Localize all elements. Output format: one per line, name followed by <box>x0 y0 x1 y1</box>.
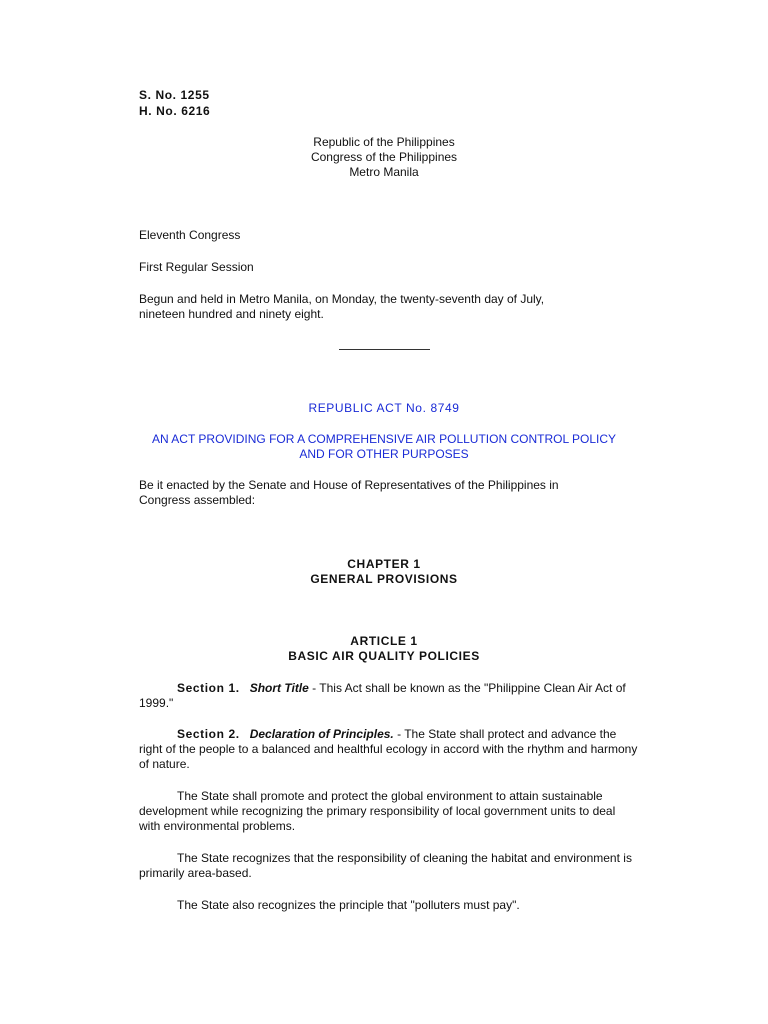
separator-line <box>339 349 430 350</box>
section-1-label: Section 1. <box>177 681 240 695</box>
act-title-line-2: AND FOR OTHER PURPOSES <box>299 447 469 461</box>
section-2 <box>139 727 639 772</box>
paragraph-global-environment: The State shall promote and protect the global environment to attain sustainable development while recognizing the primary responsibility of local government units to deal with environmental problems. <box>139 789 616 833</box>
paragraph-polluters-pay: The State also recognizes the principle that "polluters must pay". <box>177 898 520 912</box>
article-title: BASIC AIR QUALITY POLICIES <box>288 649 480 663</box>
header-location: Metro Manila <box>349 165 419 179</box>
act-number: REPUBLIC ACT No. 8749 <box>308 401 460 415</box>
enacting-clause-line-1: Be it enacted by the Senate and House of Representatives of the Philippines in <box>139 478 559 492</box>
section-2-label: Section 2. <box>177 727 240 741</box>
header-republic: Republic of the Philippines <box>313 135 455 149</box>
section-2-text: - The State shall protect and advance the right of the people to a balanced and healthful ecology in accord with the rhythm and harmony of nature. <box>139 727 638 771</box>
chapter-number: CHAPTER 1 <box>347 557 421 571</box>
section-1 <box>139 681 639 711</box>
begun-line-1: Begun and held in Metro Manila, on Monday, the twenty-seventh day of July, <box>139 292 545 306</box>
section-2-title: Declaration of Principles. <box>249 727 394 741</box>
chapter-title: GENERAL PROVISIONS <box>310 572 458 586</box>
act-title-line-1: AN ACT PROVIDING FOR A COMPREHENSIVE AIR POLLUTION CONTROL POLICY <box>151 432 617 446</box>
session-label: First Regular Session <box>139 260 254 274</box>
header-congress: Congress of the Philippines <box>310 150 458 164</box>
enacting-clause-line-2: Congress assembled: <box>139 493 256 507</box>
senate-bill-number: S. No. 1255 <box>139 88 210 102</box>
congress-label: Eleventh Congress <box>139 228 241 242</box>
paragraph-habitat-responsibility: The State recognizes that the responsibility of cleaning the habitat and environment is primarily area-based. <box>139 851 632 880</box>
section-1-title: Short Title <box>249 681 309 695</box>
section-1-text: - This Act shall be known as the "Philippine Clean Air Act of 1999." <box>139 681 626 710</box>
article-number: ARTICLE 1 <box>350 634 418 648</box>
begun-line-2: nineteen hundred and ninety eight. <box>139 307 324 321</box>
house-bill-number: H. No. 6216 <box>139 104 211 118</box>
